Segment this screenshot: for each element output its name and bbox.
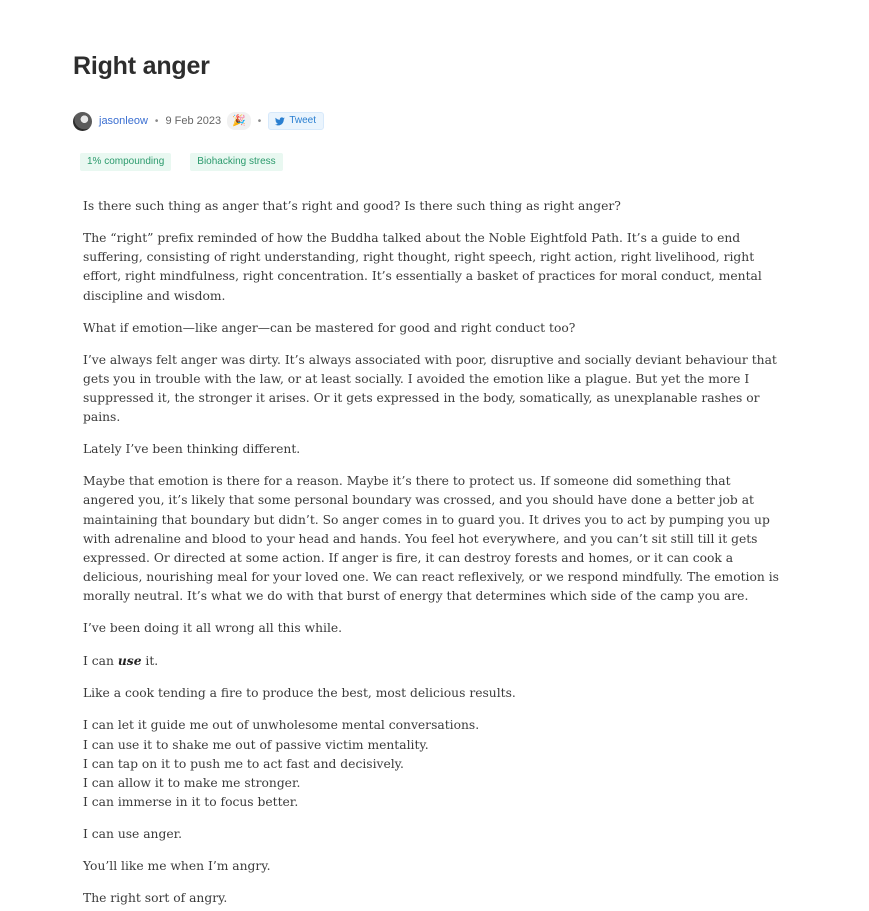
list-line: I can use it to shake me out of passive victim mentality. xyxy=(83,737,429,752)
paragraph: I’ve been doing it all wrong all this while. xyxy=(83,621,343,636)
party-emoji-icon[interactable]: 🎉 xyxy=(227,112,251,130)
tag-list xyxy=(80,153,283,171)
paragraph: Lately I’ve been thinking different. xyxy=(83,442,301,457)
paragraph: Is there such thing as anger that’s right and good? Is there such thing as right anger? xyxy=(83,199,621,213)
list-line: I can immerse in it to focus better. xyxy=(83,795,299,810)
tweet-label: Tweet xyxy=(289,115,316,126)
post-date: 9 Feb 2023 xyxy=(165,115,222,127)
avatar[interactable] xyxy=(73,112,92,131)
paragraph: Like a cook tending a fire to produce the best, most delicious results. xyxy=(83,686,516,701)
paragraph: Maybe that emotion is there for a reason. Maybe it’s there to protect us. If someone did something that angered you, it’s likely that some personal boundary was crossed, and you should have done a better job at maintaining that boundary but didn’t. So anger comes in to guard you. It drives you to act by pumping you up with adrenaline and blood to your head and hands. You feel hot everywhere, and you can’t sit still till it gets expressed. Or directed at some action. If anger is fire, it can destroy forests and homes, or it can cook a delicious, nourishing meal for your loved one. We can react reflexively, or we respond mindfully. The emotion is morally neutral. It’s what we do with that burst of energy that determines which side of the camp you are. xyxy=(83,474,779,604)
paragraph xyxy=(83,651,785,671)
post-title: Right anger xyxy=(73,52,210,80)
tweet-button[interactable] xyxy=(268,112,324,130)
paragraph: I’ve always felt anger was dirty. It’s always associated with poor, disruptive and socially deviant behaviour that gets you in trouble with the law, or at least socially. I avoided the emotion like a plague. But yet the more I suppressed it, the stronger it arises. Or it gets expressed in the body, somatically, as unexplanable rashes or pains. xyxy=(83,352,777,425)
paragraph-text: I can xyxy=(83,654,118,669)
emphasis-text: use xyxy=(117,653,142,669)
list-paragraph xyxy=(83,716,785,812)
author-link[interactable]: jasonleow xyxy=(99,115,148,127)
paragraph: The right sort of angry. xyxy=(83,891,228,906)
twitter-bird-icon xyxy=(275,117,285,126)
list-line: I can allow it to make me stronger. xyxy=(83,776,301,791)
paragraph: I can use anger. xyxy=(83,827,183,842)
paragraph: What if emotion—like anger—can be mastered for good and right conduct too? xyxy=(83,320,576,335)
separator-dot: • xyxy=(257,115,262,127)
post-meta xyxy=(73,111,324,131)
list-line: I can tap on it to push me to act fast and decisively. xyxy=(83,756,404,771)
tag-biohacking-stress[interactable]: Biohacking stress xyxy=(190,153,282,171)
list-line: I can let it guide me out of unwholesome mental conversations. xyxy=(83,718,480,733)
post-body xyxy=(83,197,785,911)
separator-dot: • xyxy=(154,115,159,127)
paragraph: You’ll like me when I’m angry. xyxy=(83,859,271,874)
paragraph: The “right” prefix reminded of how the Buddha talked about the Noble Eightfold Path. It’s a guide to end suffering, consisting of right understanding, right thought, right speech, right action, right livelihood, right effort, right mindfulness, right concentration. It’s essentially a basket of practices for moral conduct, mental discipline and wisdom. xyxy=(83,231,762,303)
paragraph-text: it. xyxy=(141,654,159,669)
tag-compounding[interactable]: 1% compounding xyxy=(80,153,171,171)
